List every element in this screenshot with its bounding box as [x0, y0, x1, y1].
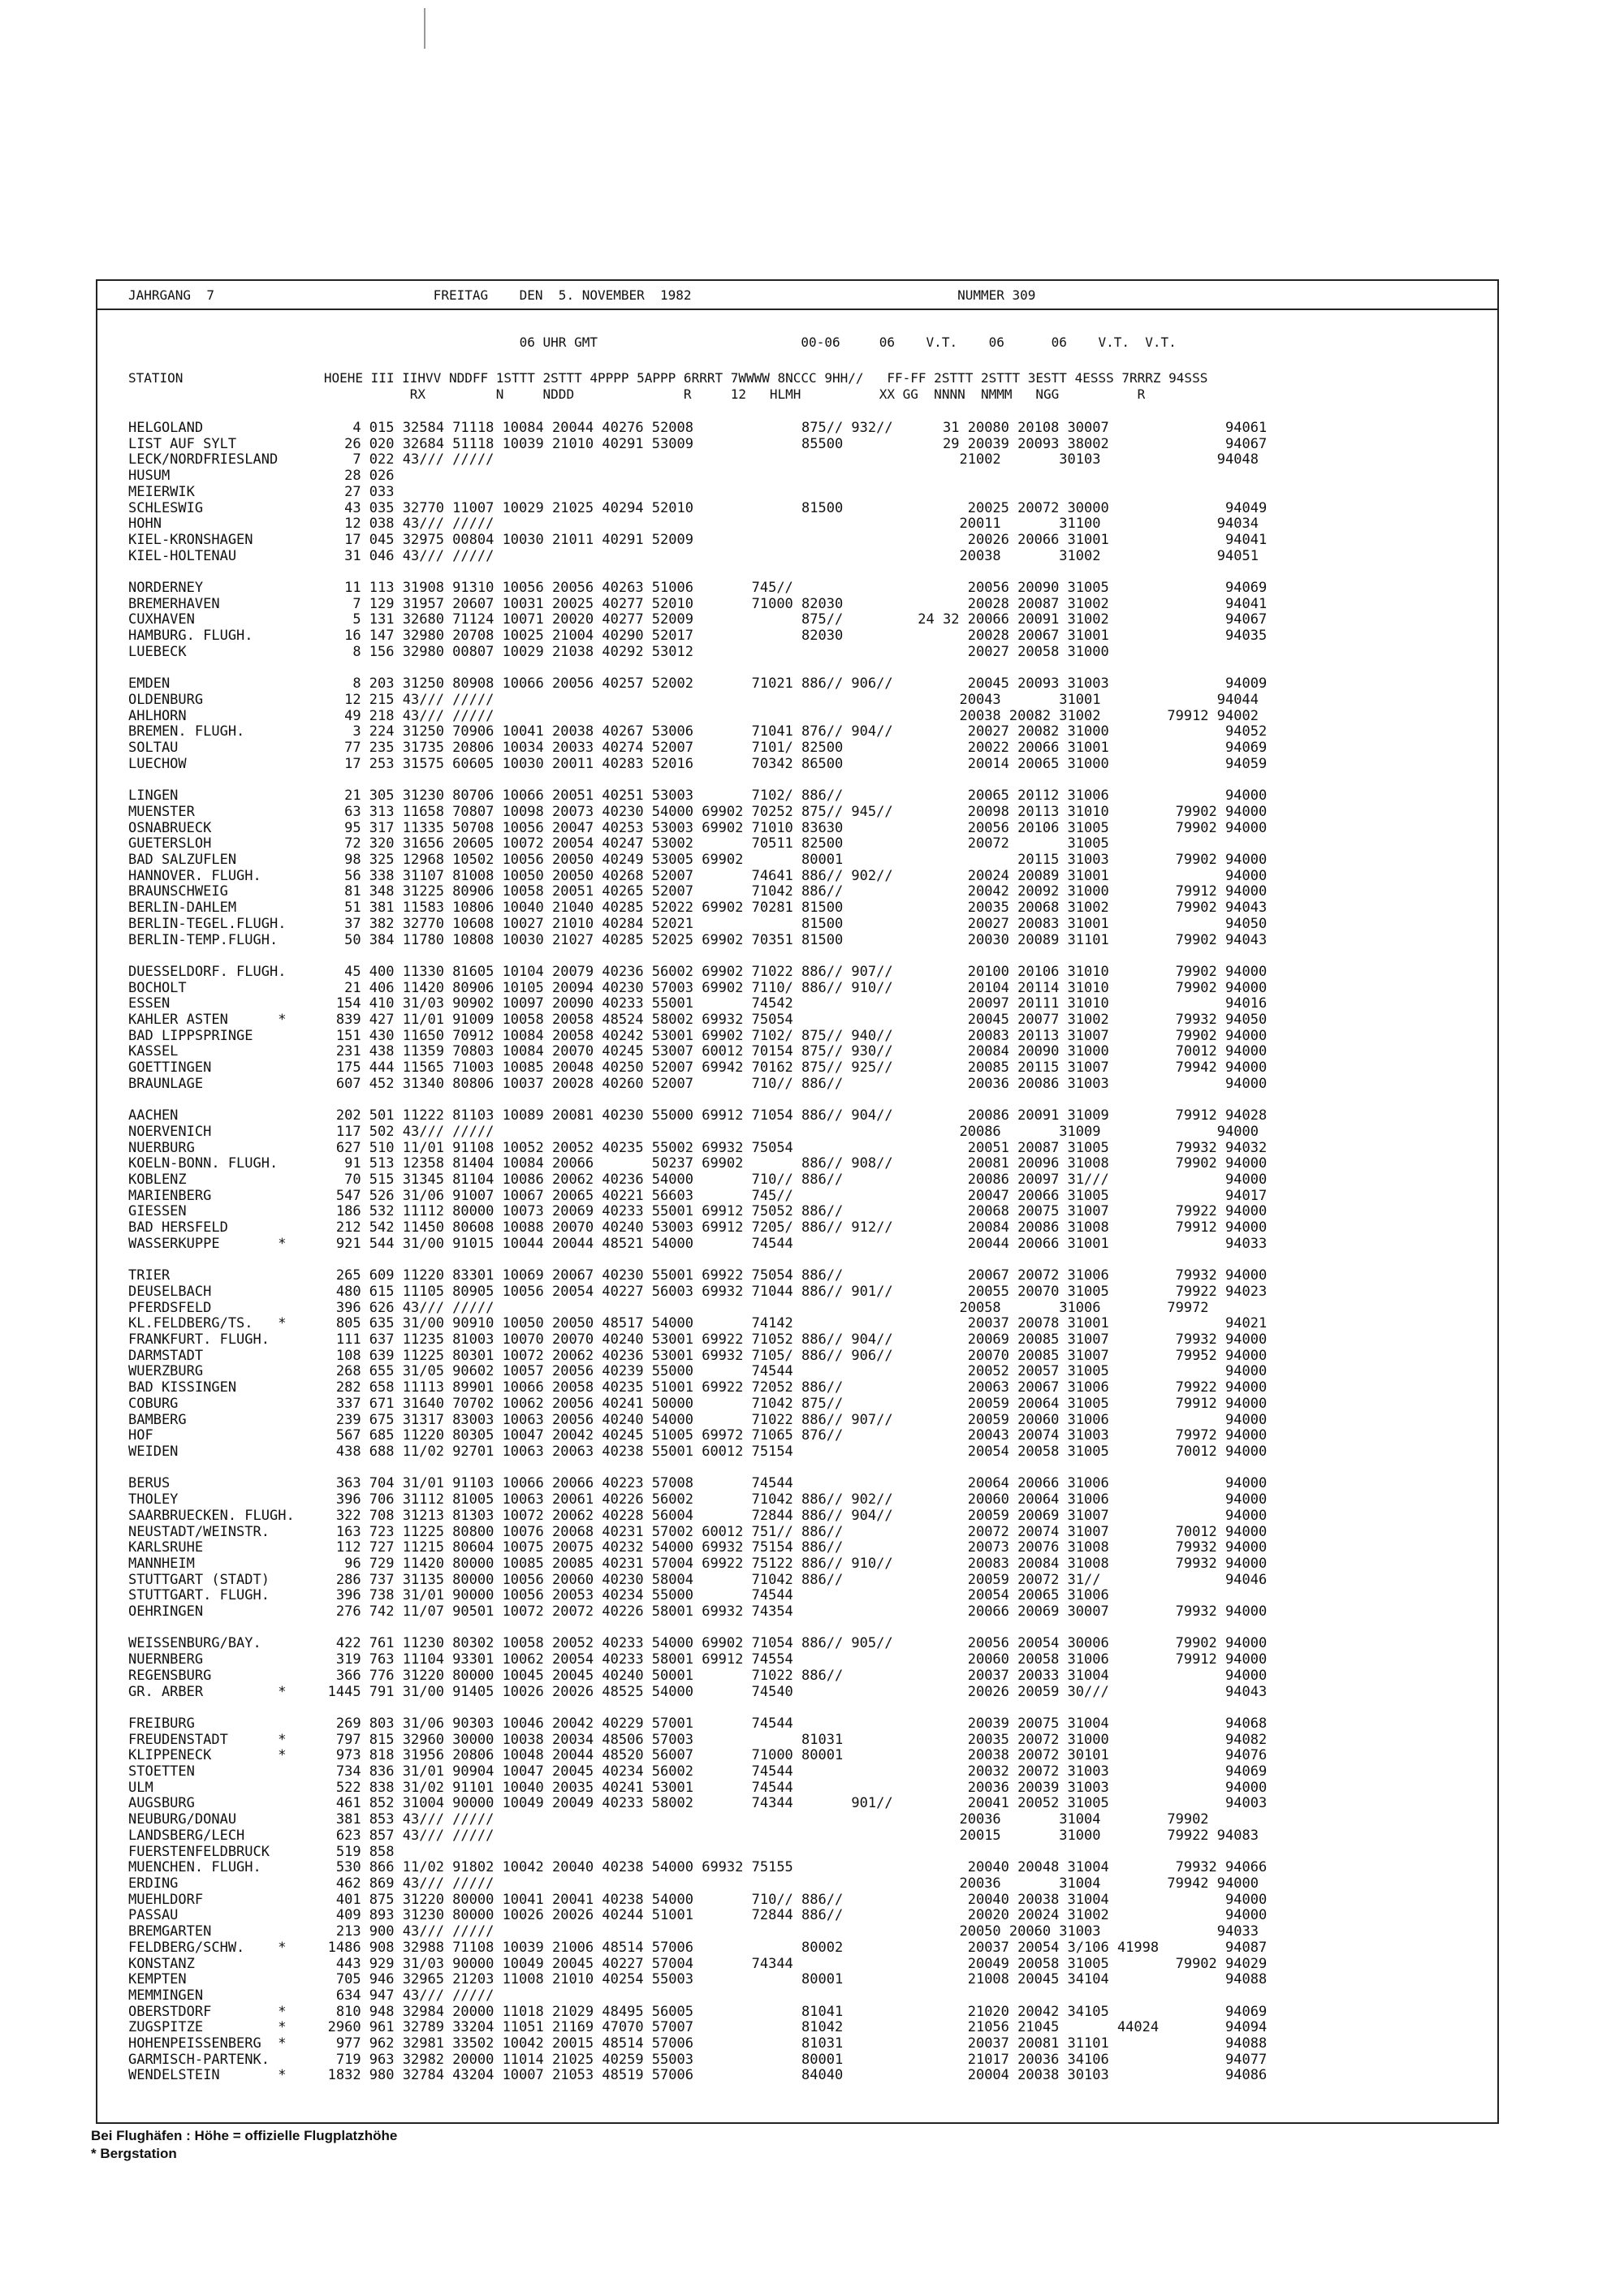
punch-mark — [424, 8, 425, 49]
header-line-1: JAHRGANG 7 FREITAG DEN 5. NOVEMBER 1982 NUMMER 309 — [128, 287, 1036, 303]
header-line-3: STATION HOEHE III IIHVV NDDFF 1STTT 2STTT 4PPPP 5APPP 6RRRT 7WWWW 8NCCC 9HH// FF-FF 2STTT 2STTT 3ESTT 4ESSS 7RRRZ 94SSS — [128, 370, 1208, 386]
footer-note-mountain-station: * Bergstation — [91, 2146, 177, 2161]
header-rule — [97, 309, 1497, 310]
footer-note-airport-height: Bei Flughäfen : Höhe = offizielle Flugplatzhöhe — [91, 2128, 398, 2143]
header-line-2: 06 UHR GMT 00-06 06 V.T. 06 06 V.T. V.T. — [128, 334, 1177, 350]
station-observation-table: HELGOLAND 4 015 32584 71118 10084 20044 40276 52008 875// 932// 31 20080 20108 30007 94061 LIST AUF SYLT 26 020 32684 51118 10039 21010 40291 53009 85500 29 20039 20093 38002 94067 LECK/NORDFRIESLAND 7 022 43/// ///// 21002 30103 94048 HUSUM 28 026 MEIERWIK 27 033 SCHLESWIG 43 035 32770 11007 10029 21025 40294 52010 81500 20025 20072 30000 94049 HOHN 12 038 43/// ///// 20011 31100 94034 KIEL-KRONSHAGEN 17 045 32975 00804 10030 21011 40291 52009 20026 20066 31001 94041 KIEL-HOLTENAU 31 046 43/// ///// 20038 31002 94051 NORDERNEY 11 113 31908 91310 10056 20056 40263 51006 745// 20056 20090 31005 94069 BREMERHAVEN 7 129 31957 20607 10031 20025 40277 52010 71000 82030 20028 20087 31002 94041 CUXHAVEN 5 131 32680 71124 10071 20020 40277 52009 875// 24 32 20066 20091 31002 94067 HAMBURG. FLUGH. 16 147 32980 20708 10025 21004 40290 52017 82030 20028 20067 31001 94035 LUEBECK 8 156 32980 00807 10029 21038 40292 53012 20027 20058 31000 EMDEN 8 203 31250 80908 10066 20056 40257 52002 71021 886// 906// 20045 20093 31003 94009 OLDENBURG 12 215 43/// ///// 20043 31001 94044 AHLHORN 49 218 43/// ///// 20038 20082 31002 79912 94002 BREMEN. FLUGH. 3 224 31250 70906 10041 20038 40267 53006 71041 876// 904// 20027 20082 31000 94052 SOLTAU 77 235 31735 20806 10034 20033 40274 52007 7101/ 82500 20022 20066 31001 94069 LUECHOW 17 253 31575 60605 10030 20011 40283 52016 70342 86500 20014 20065 31000 94059 LINGEN 21 305 31230 80706 10066 20051 40251 53003 7102/ 886// 20065 20112 31006 94000 MUENSTER 63 313 11658 70807 10098 20073 40230 54000 69902 70252 875// 945// 20098 20113 31010 79902 94000 OSNABRUECK 95 317 11335 50708 10056 20047 40253 53003 69902 71010 83630 20056 20106 31005 79902 94000 GUETERSLOH 72 320 31656 20605 10072 20054 40247 53002 70511 82500 20072 31005 BAD SALZUFLEN 98 325 12968 10502 10056 20050 40249 53005 69902 80001 20115 31003 79902 94000 HANNOVER. FLUGH. 56 338 31107 81008 10050 20050 40268 52007 74641 886// 902// 20024 20089 31001 94000 BRAUNSCHWEIG 81 348 31225 80906 10058 20051 40265 52007 71042 886// 20042 20092 31000 79912 94000 BERLIN-DAHLEM 51 381 11583 10806 10040 21040 40285 52022 69902 70281 81500 20035 20068 31002 79902 94043 BERLIN-TEGEL.FLUGH. 37 382 32770 10608 10027 21010 40284 52021 81500 20027 20083 31001 94050 BERLIN-TEMP.FLUGH. 50 384 11780 10808 10030 21027 40285 52025 69902 70351 81500 20030 20089 31101 79902 94043 DUESSELDORF. FLUGH. 45 400 11330 81605 10104 20079 40236 56002 69902 71022 886// 907// 20100 20106 31010 79902 94000 BOCHOLT 21 406 11420 80906 10105 20094 40230 57003 69902 7110/ 886// 910// 20104 20114 31010 79902 94000 ESSEN 154 410 31/03 90902 10097 20090 40233 55001 74542 20097 20111 31010 94016 KAHLER ASTEN * 839 427 11/01 91009 10058 20058 48524 58002 69932 75054 20045 20077 31002 79932 94050 BAD LIPPSPRINGE 151 430 11650 70912 10084 20058 40242 53001 69902 7102/ 875// 940// 20083 20113 31007 79902 94000 KASSEL 231 438 11359 70803 10084 20070 40245 53007 60012 70154 875// 930// 20084 20090 31000 70012 94000 GOETTINGEN 175 444 11565 71003 10085 20048 40250 52007 69942 70162 875// 925// 20085 20115 31007 79942 94000 BRAUNLAGE 607 452 31340 80806 10037 20028 40260 52007 710// 886// 20036 20086 31003 94000 AACHEN 202 501 11222 81103 10089 20081 40230 55000 69912 71054 886// 904// 20086 20091 31009 79912 94028 NOERVENICH 117 502 43/// ///// 20086 31009 94000 NUERBURG 627 510 11/01 91108 10052 20052 40235 55002 69932 75054 20051 20087 31005 79932 94032 KOELN-BONN. FLUGH. 91 513 12358 81404 10084 20066 50237 69902 886// 908// 20081 20096 31008 79902 94000 KOBLENZ 70 515 31345 81104 10086 20062 40236 54000 710// 886// 20086 20097 31/// 94000 MARIENBERG 547 526 31/06 91007 10067 20065 40221 56603 745// 20047 20066 31005 94017 GIESSEN 186 532 11112 80000 10073 20069 40233 55001 69912 75052 886// 20068 20075 31007 79922 94000 BAD HERSFELD 212 542 11450 80608 10088 20070 40240 53003 69912 7205/ 886// 912// 20084 20086 31008 79912 94000 WASSERKUPPE * 921 544 31/00 91015 10044 20044 48521 54000 74544 20044 20066 31001 94033 TRIER 265 609 11220 83301 10069 20067 40230 55001 69922 75054 886// 20067 20072 31006 79932 94000 DEUSELBACH 480 615 11105 80905 10056 20054 40227 56003 69932 71044 886// 901// 20055 20070 31005 79922 94023 PFERDSFELD 396 626 43/// ///// 20058 31006 79972 KL.FELDBERG/TS. * 805 635 31/00 90910 10050 20050 48517 54000 74142 20037 20078 31001 94021 FRANKFURT. FLUGH. 111 637 11235 81003 10070 20070 40240 53001 69922 71052 886// 904// 20069 20085 31007 79932 94000 DARMSTADT 108 639 11225 80301 10072 20062 40236 53001 69932 7105/ 886// 906// 20070 20085 31007 79952 94000 WUERZBURG 268 655 31/05 90602 10057 20056 40239 55000 74544 20052 20057 31005 94000 BAD KISSINGEN 282 658 11113 89901 10066 20058 40235 51001 69922 72052 886// 20063 20067 31006 79922 94000 COBURG 337 671 31640 70702 10062 20056 40241 50000 71042 875// 20059 20064 31005 79912 94000 BAMBERG 239 675 31317 83003 10063 20056 40240 54000 71022 886// 907// 20059 20060 31006 94000 HOF 567 685 11220 80305 10047 20042 40245 51005 69972 71065 876// 20043 20074 31003 79972 94000 WEIDEN 438 688 11/02 92701 10063 20063 40238 55001 60012 75154 20054 20058 31005 70012 94000 BERUS 363 704 31/01 91103 10066 20066 40223 57008 74544 20064 20066 31006 94000 THOLEY 396 706 31112 81005 10063 20061 40226 56002 71042 886// 902// 20060 20064 31006 94000 SAARBRUECKEN. FLUGH. 322 708 31213 81303 10072 20062 40228 56004 72844 886// 904// 20059 20069 31007 94000 NEUSTADT/WEINSTR. 163 723 11225 80800 10076 20068 40231 57002 60012 751// 886// 20072 20074 31007 70012 94000 KARLSRUHE 112 727 11215 80604 10075 20075 40232 54000 69932 75154 886// 20073 20076 31008 79932 94000 MANNHEIM 96 729 11420 80000 10085 20085 40231 57004 69922 75122 886// 910// 20083 20084 31008 79932 94000 STUTTGART (STADT) 286 737 31135 80000 10056 20060 40230 58004 71042 886// 20059 20072 31// 94046 STUTTGART. FLUGH. 396 738 31/01 90000 10056 20053 40234 55000 74544 20054 20065 31006 OEHRINGEN 276 742 11/07 90501 10072 20072 40226 58001 69932 74354 20066 20069 30007 79932 94000 WEISSENBURG/BAY. 422 761 11230 80302 10058 20052 40233 54000 69902 71054 886// 905// 20056 20054 30006 79902 94000 NUERNBERG 319 763 11104 93301 10062 20054 40233 58001 69912 74554 20060 20058 31006 79912 94000 REGENSBURG 366 776 31220 80000 10045 20045 40240 50001 71022 886// 20037 20033 31004 94000 GR. ARBER * 1445 791 31/00 91405 10026 20026 48525 54000 74540 20026 20059 30/// 94043 FREIBURG 269 803 31/06 90303 10046 20042 40229 57001 74544 20039 20075 31004 94068 FREUDENSTADT * 797 815 32960 30000 10038 20034 48506 57003 81031 20035 20072 31000 94082 KLIPPENECK * 973 818 31956 20806 10048 20044 48520 56007 71000 80001 20038 20072 30101 94076 STOETTEN 734 836 31/01 90904 10047 20045 40234 56002 74544 20032 20072 31003 94069 ULM 522 838 31/02 91101 10040 20035 40241 53001 74544 20036 20039 31003 94000 AUGSBURG 461 852 31004 90000 10049 20049 40233 58002 74344 901// 20041 20052 31005 94003 NEUBURG/DONAU 381 853 43/// ///// 20036 31004 79902 LANDSBERG/LECH 623 857 43/// ///// 20015 31000 79922 94083 FUERSTENFELDBRUCK 519 858 MUENCHEN. FLUGH. 530 866 11/02 91802 10042 20040 40238 54000 69932 75155 20040 20048 31004 79932 94066 ERDING 462 869 43/// ///// 20036 31004 79942 94000 MUEHLDORF 401 875 31220 80000 10041 20041 40238 54000 710// 886// 20040 20038 31004 94000 PASSAU 409 893 31230 80000 10026 20026 40244 51001 72844 886// 20020 20024 31002 94000 BREMGARTEN 213 900 43/// ///// 20050 20060 31003 94033 FELDBERG/SCHW. * 1486 908 32988 71108 10039 21006 48514 57006 80002 20037 20054 3/106 41998 94087 KONSTANZ 443 929 31/03 90000 10049 20045 40227 57004 74344 20049 20058 31005 79902 94029 KEMPTEN 705 946 32965 21203 11008 21010 40254 55003 80001 21008 20045 34104 94088 MEMMINGEN 634 947 43/// ///// OBERSTDORF * 810 948 32984 20000 11018 21029 48495 56005 81041 21020 20042 34105 94069 ZUGSPITZE * 2960 961 32789 33204 11051 21169 47070 57007 81042 21056 21045 44024 94094 HOHENPEISSENBERG * 977 962 32981 33502 10042 20015 48514 57006 81031 20037 20081 31101 94088 GARMISCH-PARTENK. 719 963 32982 20000 11014 21025 40259 55003 80001 21017 20036 34106 94077 WENDELSTEIN * 1832 980 32784 43204 10007 21053 48519 57006 84040 20004 20038 30103 94086 — [128, 420, 1268, 2084]
footer-notes — [91, 2127, 397, 2163]
weather-table-sheet — [96, 279, 1499, 2124]
header-line-4: RX N NDDD R 12 HLMH XX GG NNNN NMMM NGG R — [128, 386, 1146, 402]
